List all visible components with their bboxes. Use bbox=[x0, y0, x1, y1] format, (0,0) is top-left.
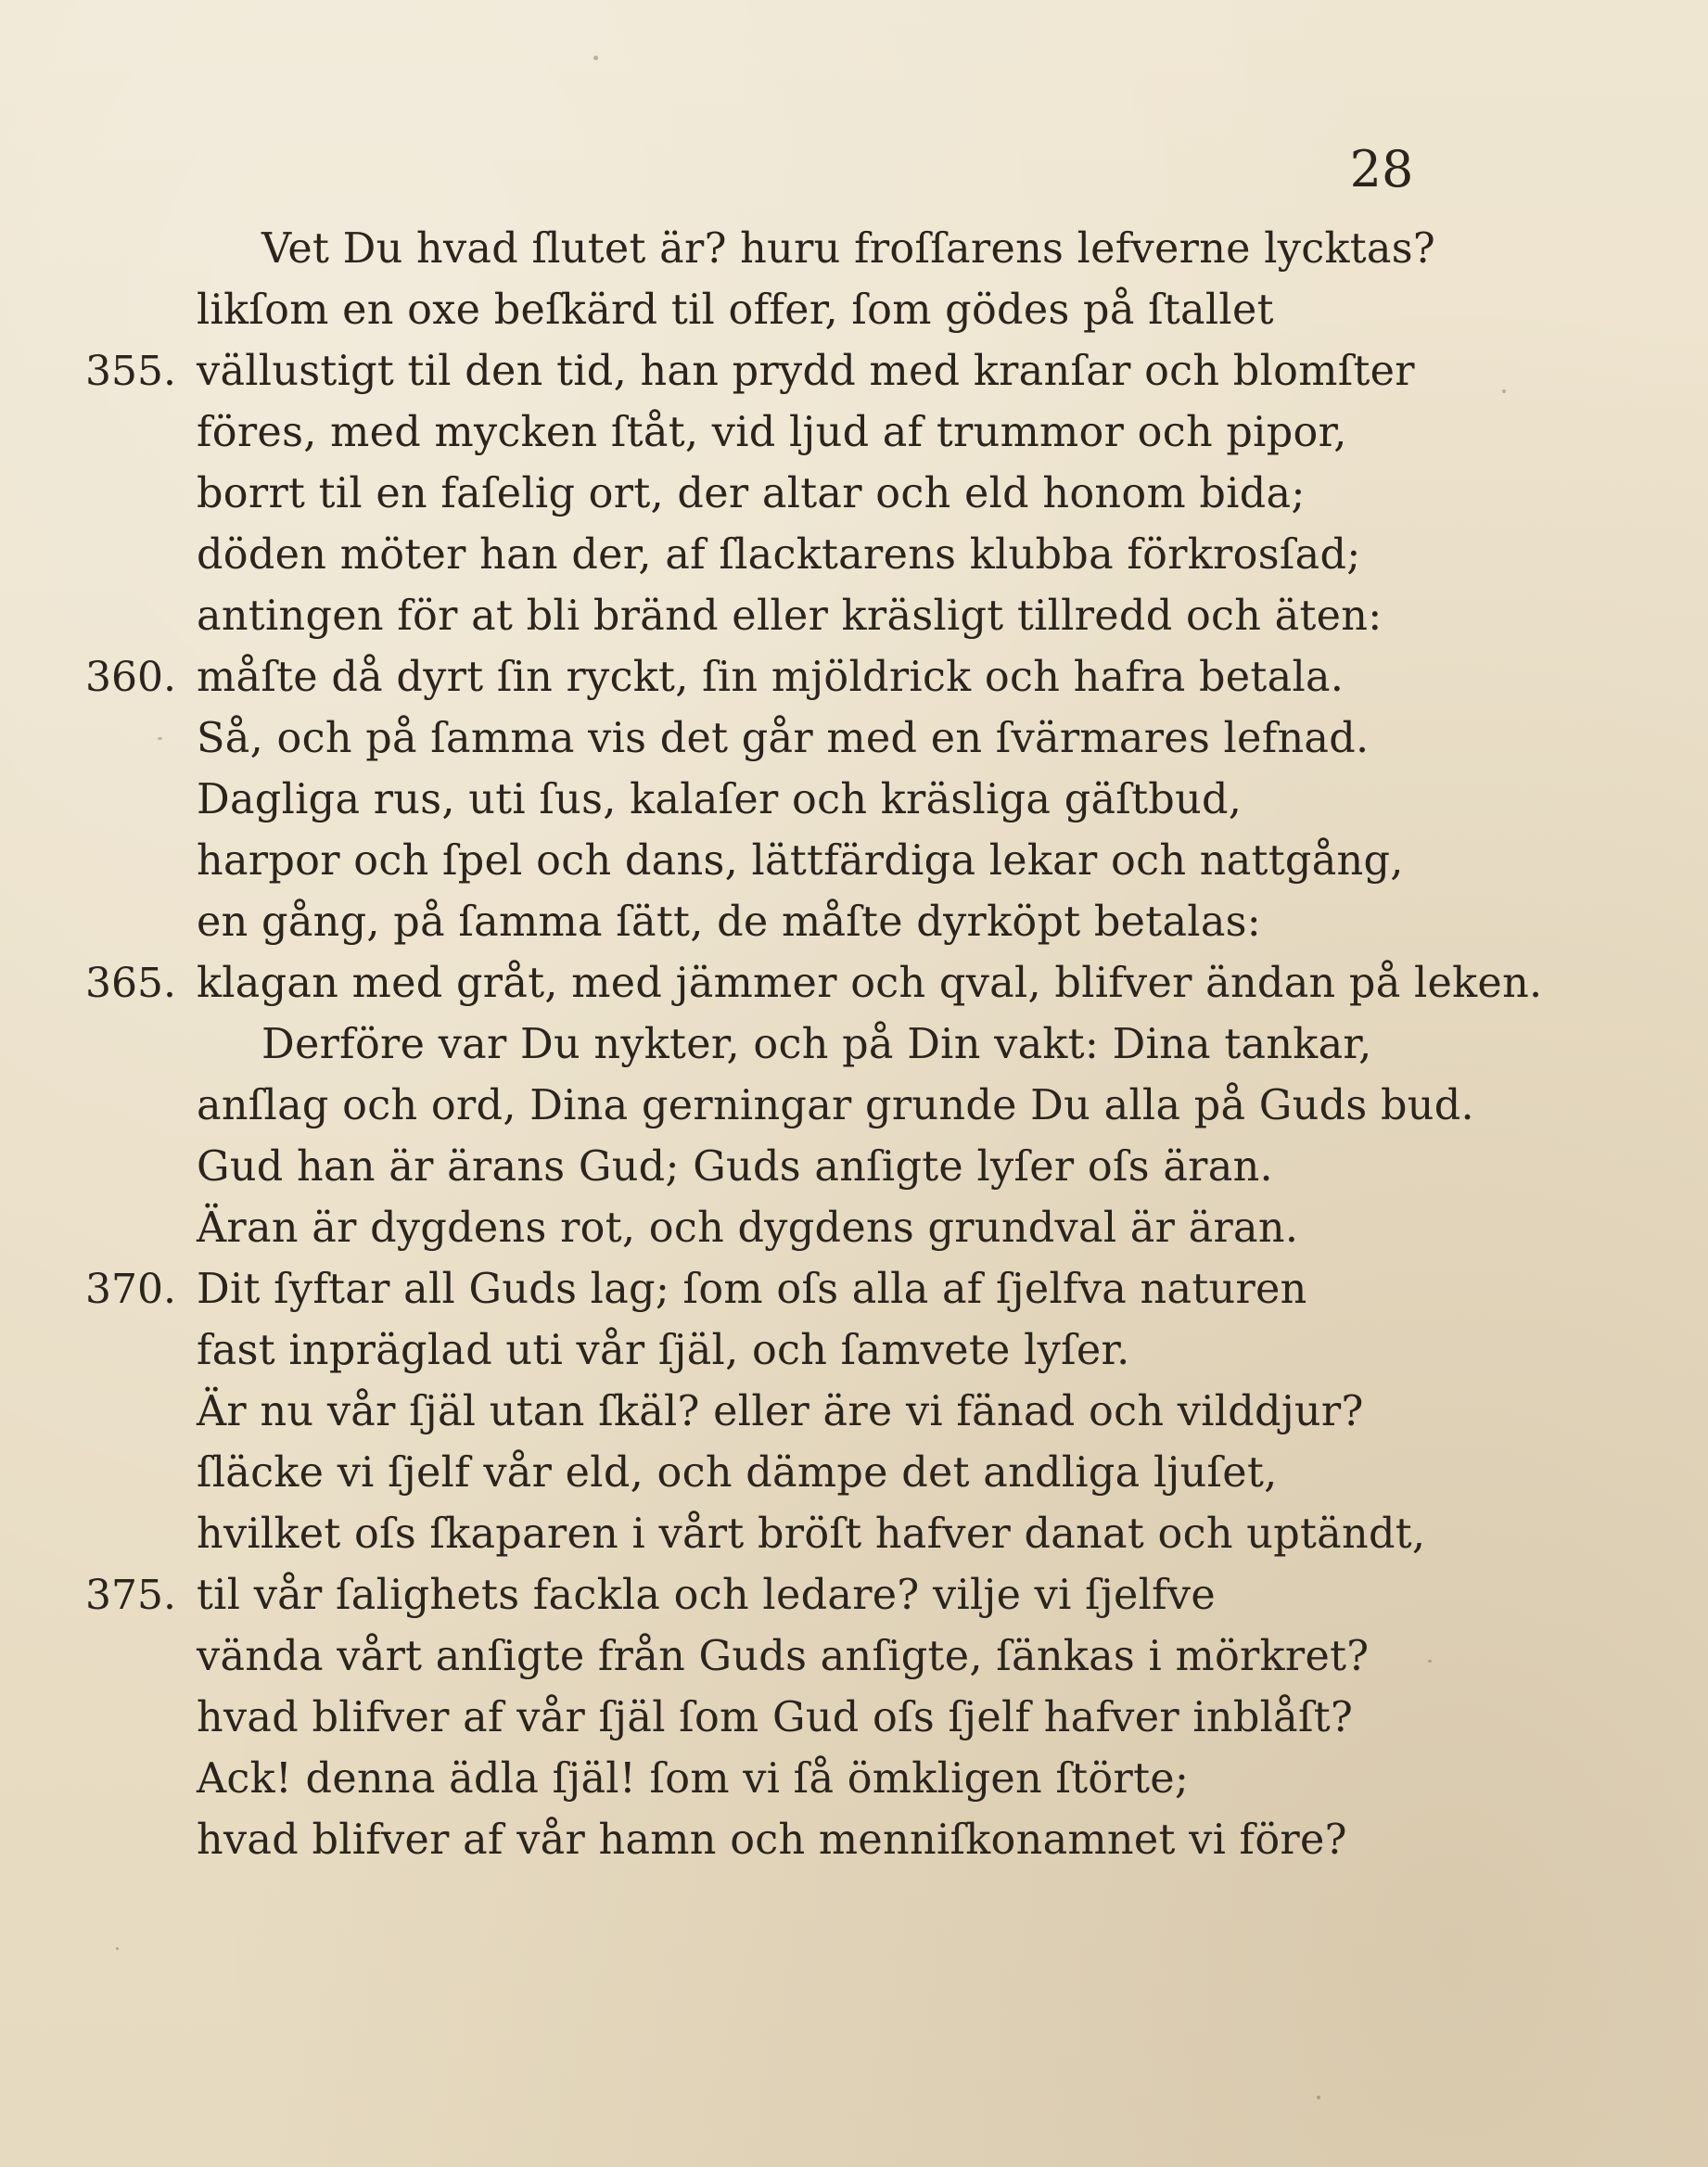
verse-line: måſte då dyrt ſin ryckt, ſin mjöldrick och hafra betala. bbox=[197, 654, 1345, 701]
verse-line: Äran är dygdens rot, och dygdens grundval är äran. bbox=[197, 1205, 1299, 1252]
page-number: 28 bbox=[1349, 140, 1414, 198]
verse-line: döden möter han der, af ſlacktarens klubba förkrosſad; bbox=[197, 531, 1361, 579]
verse-line: klagan med gråt, med jämmer och qval, blifver ändan på leken. bbox=[197, 960, 1543, 1007]
verse-line: Är nu vår ſjäl utan ſkäl? eller äre vi fänad och vilddjur? bbox=[197, 1388, 1364, 1435]
verse-line: borrt til en faſelig ort, der altar och eld honom bida; bbox=[197, 470, 1306, 517]
verse-line: Vet Du hvad ſlutet är? huru froſſarens lefverne lycktas? bbox=[261, 225, 1436, 273]
verse-number: 360. bbox=[85, 654, 176, 701]
verse-line: Gud han är ärans Gud; Guds anſigte lyſer oſs äran. bbox=[197, 1143, 1273, 1191]
verse-line: likſom en oxe beſkärd til offer, ſom gödes på ſtallet bbox=[197, 287, 1274, 334]
verse-line: ſläcke vi ſjelf vår eld, och dämpe det andliga ljuſet, bbox=[197, 1449, 1278, 1497]
verse-line: fast inpräglad uti vår ſjäl, och ſamvete lyſer. bbox=[197, 1327, 1130, 1374]
verse-line: Derföre var Du nykter, och på Din vakt: Dina tankar, bbox=[261, 1021, 1372, 1068]
verse-line: vända vårt anſigte från Guds anſigte, ſänkas i mörkret? bbox=[197, 1633, 1370, 1680]
verse-line: Dit ſyftar all Guds lag; ſom oſs alla af ſjelfva naturen bbox=[197, 1266, 1307, 1313]
verse-line: hvad blifver af vår hamn och menniſkonamnet vi före? bbox=[197, 1816, 1347, 1864]
verse-line: Så, och på ſamma vis det går med en ſvärmares lefnad. bbox=[197, 715, 1370, 762]
verse-line: vällustigt til den tid, han prydd med kranſar och blomſter bbox=[197, 348, 1415, 395]
verse-line: Ack! denna ädla ſjäl! ſom vi ſå ömkligen ſtörte; bbox=[197, 1755, 1190, 1803]
verse-number: 355. bbox=[85, 348, 176, 395]
verse-line: föres, med mycken ſtåt, vid ljud af trummor och pipor, bbox=[197, 409, 1347, 456]
verse-number: 365. bbox=[85, 960, 176, 1007]
verse-line: til vår ſalighets fackla och ledare? vilje vi ſjelfve bbox=[197, 1572, 1216, 1619]
verse-line: Dagliga rus, uti ſus, kalaſer och kräsliga gäſtbud, bbox=[197, 776, 1243, 823]
verse-number: 375. bbox=[85, 1572, 176, 1619]
verse-line: harpor och ſpel och dans, lättfärdiga lekar och nattgång, bbox=[197, 837, 1404, 885]
verse-line: hvilket oſs ſkaparen i vårt bröſt hafver danat och uptändt, bbox=[197, 1511, 1426, 1558]
verse-number: 370. bbox=[85, 1266, 176, 1313]
verse-line: en gång, på ſamma ſätt, de måſte dyrköpt betalas: bbox=[197, 899, 1262, 946]
verse-line: hvad blifver af vår ſjäl ſom Gud oſs ſjelf hafver inblåſt? bbox=[197, 1694, 1354, 1741]
verse-line: antingen för at bli bränd eller kräsligt tillredd och äten: bbox=[197, 593, 1383, 640]
verse-line: anſlag och ord, Dina gerningar grunde Du alla på Guds bud. bbox=[197, 1082, 1474, 1129]
